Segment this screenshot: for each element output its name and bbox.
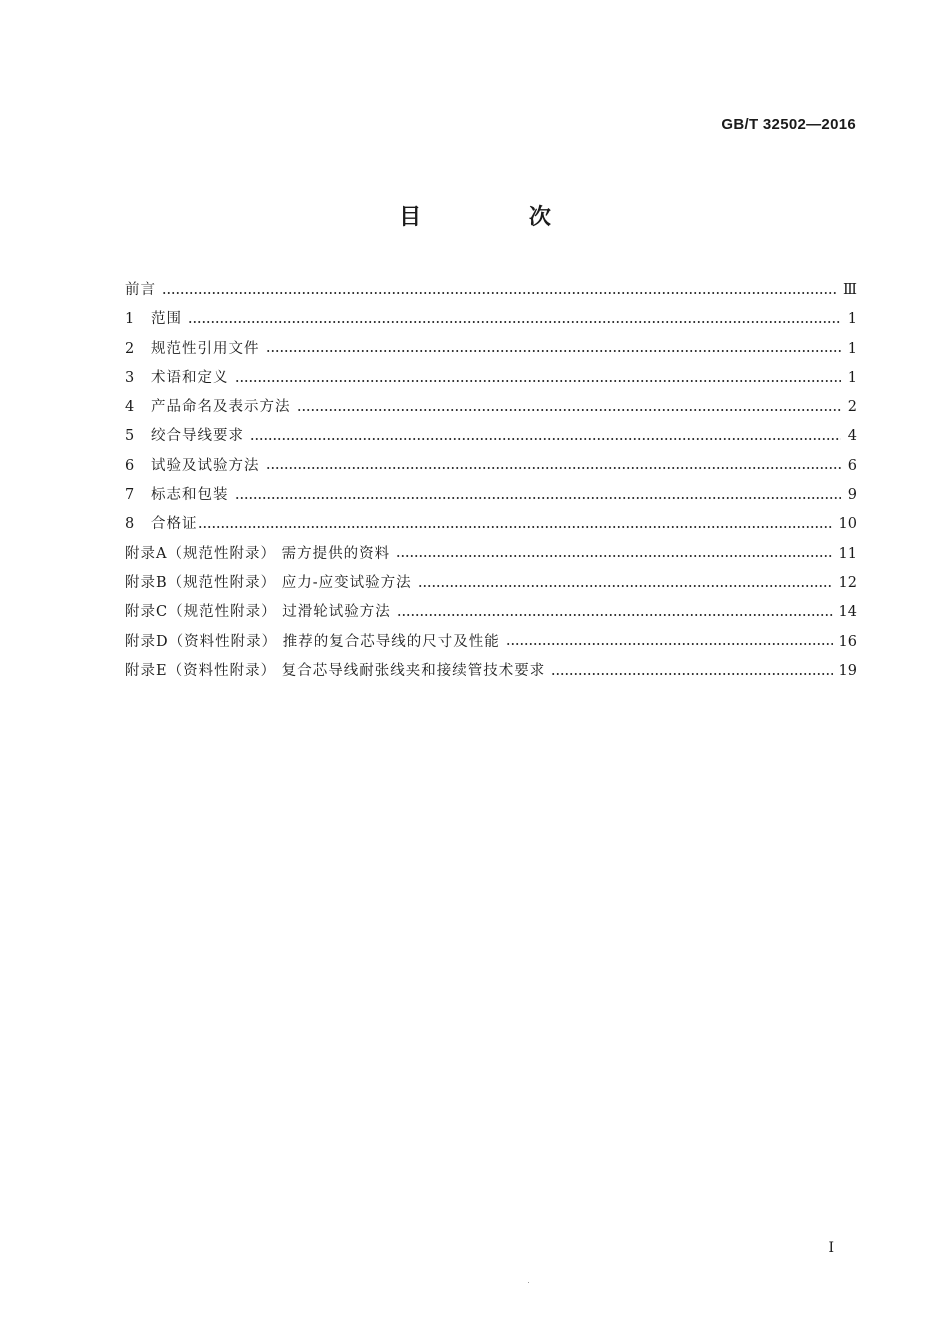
toc-entry-label: 合格证 [151, 516, 198, 533]
toc-entry-conductor-requirements[interactable] [125, 422, 857, 451]
toc-leader-dots [188, 321, 841, 323]
toc-entry-page: 10 [838, 516, 857, 533]
toc-entry-marking-packaging[interactable] [125, 481, 857, 510]
toc-entry-label: 附录E（资料性附录） 复合芯导线耐张线夹和接续管技术要求 [125, 662, 546, 679]
toc-entry-page: 11 [838, 545, 857, 562]
toc-entry-label: 附录D（资料性附录） 推荐的复合芯导线的尺寸及性能 [125, 633, 500, 650]
toc-entry-label: 试验及试验方法 [151, 457, 260, 474]
toc-entry-number: 7 [125, 487, 135, 504]
toc-entry-number: 6 [125, 457, 135, 474]
toc-leader-dots [396, 555, 832, 557]
toc-leader-dots [162, 292, 837, 294]
toc-entry-terms-definitions[interactable] [125, 364, 857, 393]
toc-entry-annex-e[interactable] [125, 657, 857, 686]
toc-leader-dots [235, 497, 842, 499]
toc-entry-page: 9 [847, 487, 857, 504]
toc-entry-page: 2 [847, 399, 857, 416]
toc-leader-dots [266, 350, 842, 352]
toc-entry-page: 1 [847, 311, 857, 328]
toc-entry-number: 3 [125, 369, 135, 386]
toc-leader-dots [551, 673, 832, 675]
toc-entry-annex-d[interactable] [125, 628, 857, 657]
toc-entry-page: 6 [847, 457, 857, 474]
toc-entry-page: 4 [847, 428, 857, 445]
toc-leader-dots [235, 380, 842, 382]
toc-entry-page: 1 [847, 369, 857, 386]
toc-leader-dots [266, 467, 842, 469]
table-of-contents [125, 276, 857, 686]
toc-leader-dots [250, 438, 841, 440]
toc-entry-foreword[interactable] [125, 276, 857, 305]
toc-entry-page: 16 [838, 633, 857, 650]
toc-entry-number: 1 [125, 311, 135, 328]
standard-code: GB/T 32502—2016 [721, 116, 856, 133]
toc-entry-annex-c[interactable] [125, 598, 857, 627]
scan-artifact [528, 1282, 529, 1283]
toc-entry-test-methods[interactable] [125, 452, 857, 481]
toc-entry-label: 附录A（规范性附录） 需方提供的资料 [125, 545, 391, 562]
toc-leader-dots [198, 526, 833, 528]
toc-leader-dots [397, 614, 833, 616]
toc-entry-normative-references[interactable] [125, 335, 857, 364]
toc-entry-label: 绞合导线要求 [151, 428, 244, 445]
toc-entry-label: 产品命名及表示方法 [151, 399, 291, 416]
toc-leader-dots [506, 643, 833, 645]
toc-title: 目 次 [399, 205, 601, 230]
toc-entry-label: 标志和包装 [151, 487, 229, 504]
toc-entry-label: 规范性引用文件 [151, 340, 260, 357]
toc-entry-number: 2 [125, 340, 135, 357]
toc-entry-label: 前言 [125, 282, 156, 298]
toc-entry-certificate[interactable] [125, 510, 857, 539]
toc-entry-label: 附录B（规范性附录） 应力-应变试验方法 [125, 574, 412, 591]
toc-entry-number: 8 [125, 516, 135, 533]
toc-entry-label: 术语和定义 [151, 369, 229, 386]
toc-entry-page: 1 [847, 340, 857, 357]
toc-entry-page: 12 [838, 574, 857, 591]
toc-entry-scope[interactable] [125, 305, 857, 334]
toc-entry-page: 19 [838, 662, 857, 679]
page-number: I [828, 1240, 834, 1256]
toc-entry-page: Ⅲ [843, 282, 857, 298]
toc-entry-number: 4 [125, 399, 135, 416]
toc-entry-label: 附录C（规范性附录） 过滑轮试验方法 [125, 604, 391, 621]
toc-leader-dots [418, 585, 833, 587]
toc-entry-annex-b[interactable] [125, 569, 857, 598]
toc-entry-page: 14 [838, 604, 857, 621]
toc-leader-dots [297, 409, 842, 411]
toc-entry-label: 范围 [151, 311, 182, 328]
toc-entry-annex-a[interactable] [125, 540, 857, 569]
toc-entry-product-naming[interactable] [125, 393, 857, 422]
toc-entry-number: 5 [125, 428, 135, 445]
